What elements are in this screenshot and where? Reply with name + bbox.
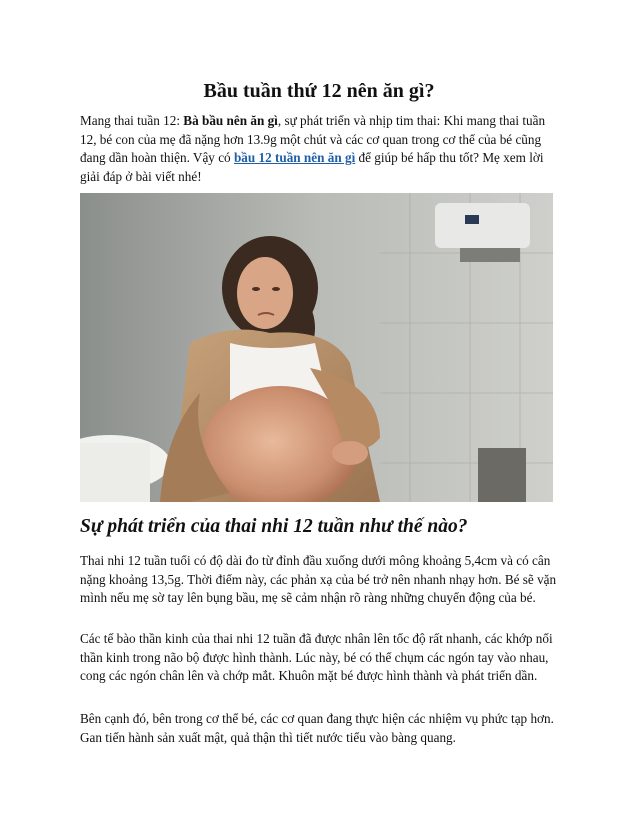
intro-text-1: Mang thai tuần 12: [80, 113, 184, 128]
section-heading: Sự phát triển của thai nhi 12 tuần như thế nào? [80, 516, 468, 537]
intro-bold-text: Bà bầu nên ăn gì [183, 113, 278, 128]
body-paragraph: Bên cạnh đó, bên trong cơ thể bé, các cơ quan đang thực hiện các nhiệm vụ phức tạp hơn. Gan tiến hành sản xuất mật, quả thận thì tiết nước tiểu vào bàng quang. [80, 711, 554, 745]
intro-paragraph [80, 112, 564, 186]
intro-text-2: , sự phát triển và nhịp tim thai: Khi mang thai tuần 12, bé con của mẹ đã nặng hơn 13.9g một chút và các cơ quan trong cơ thể của bé cũng đang dần hoàn thiện. Vậy có [80, 113, 546, 165]
article-link[interactable]: bầu 12 tuần nên ăn gì [233, 150, 356, 165]
body-paragraph: Thai nhi 12 tuần tuổi có độ dài đo từ đỉnh đầu xuống dưới mông khoảng 5,4cm và có cân nặng khoảng 13,5g. Thời điểm này, các phản xạ của bé trở nên nhanh nhạy hơn. Bé sẽ vặn mình nếu mẹ sờ tay lên bụng bầu, mẹ sẽ cảm nhận rõ ràng những chuyển động của bé. [80, 553, 557, 605]
pregnant-woman-photo [80, 193, 553, 502]
page-title: Bầu tuần thứ 12 nên ăn gì? [203, 80, 435, 102]
body-paragraph: Các tế bào thần kinh của thai nhi 12 tuần đã được nhân lên tốc độ rất nhanh, các khớp nối thần kinh trong não bộ được hình thành. Lúc này, bé có thể chụm các ngón tay vào nhau, cong các ngón chân lên và chớp mắt. Khuôn mặt bé được hình thành và phát triển dần. [80, 631, 553, 683]
intro-text-3: để giúp bé hấp thu tốt? Mẹ xem lời giải đáp ở bài viết nhé! [80, 150, 544, 184]
